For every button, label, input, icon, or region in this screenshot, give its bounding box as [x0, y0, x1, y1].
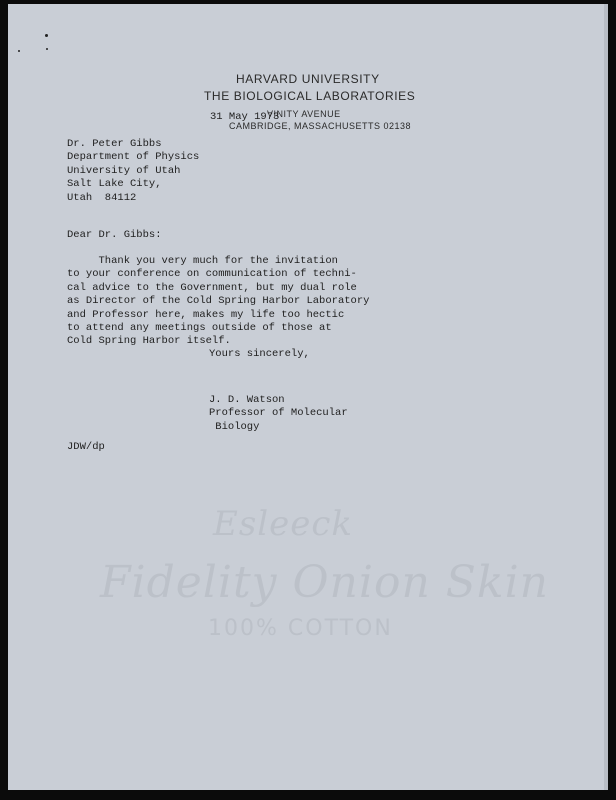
recipient-name: Dr. Peter Gibbs: [67, 138, 162, 150]
body-line: cal advice to the Government, but my dual role: [67, 281, 357, 294]
letterhead-department: THE BIOLOGICAL LABORATORIES: [204, 89, 416, 103]
recipient-address: [67, 138, 199, 205]
watermark-paper-name: Fidelity Onion Skin: [100, 557, 549, 608]
closing: Yours sincerely,: [209, 348, 310, 360]
page-edge: [604, 4, 608, 790]
recipient-department: Department of Physics: [67, 151, 200, 164]
signature-title: Biology: [209, 420, 260, 433]
letter-page: [8, 4, 608, 790]
paper-speck: [18, 50, 20, 52]
letterhead-institution: HARVARD UNIVERSITY: [236, 72, 380, 86]
paper-speck: [45, 34, 48, 37]
signature-title: Professor of Molecular: [209, 407, 348, 420]
letterhead-street: VINITY AVENUE: [267, 109, 341, 119]
body-line: and Professor here, makes my life too hectic: [67, 308, 345, 321]
body-line: as Director of the Cold Spring Harbor Laboratory: [67, 295, 370, 308]
body-line: Cold Spring Harbor itself.: [67, 335, 231, 348]
typist-initials: JDW/dp: [67, 441, 105, 453]
letter-date: 31 May 1973: [210, 111, 280, 123]
paper-speck: [46, 48, 48, 50]
recipient-city: Salt Lake City,: [67, 178, 162, 191]
recipient-state: Utah 84112: [67, 191, 137, 204]
watermark-brand: Esleeck: [213, 504, 354, 544]
body-line: to your conference on communication of techni-: [67, 268, 357, 281]
body-line: Thank you very much for the invitation: [67, 255, 338, 267]
signature-name: J. D. Watson: [209, 394, 285, 406]
letterhead-city: CAMBRIDGE, MASSACHUSETTS 02138: [229, 121, 412, 131]
recipient-university: University of Utah: [67, 164, 181, 177]
watermark-cotton: 100% COTTON: [208, 616, 393, 641]
signature-block: [209, 394, 348, 434]
salutation: Dear Dr. Gibbs:: [67, 229, 162, 241]
body-line: to attend any meetings outside of those at: [67, 322, 332, 335]
letter-body: [67, 255, 369, 349]
